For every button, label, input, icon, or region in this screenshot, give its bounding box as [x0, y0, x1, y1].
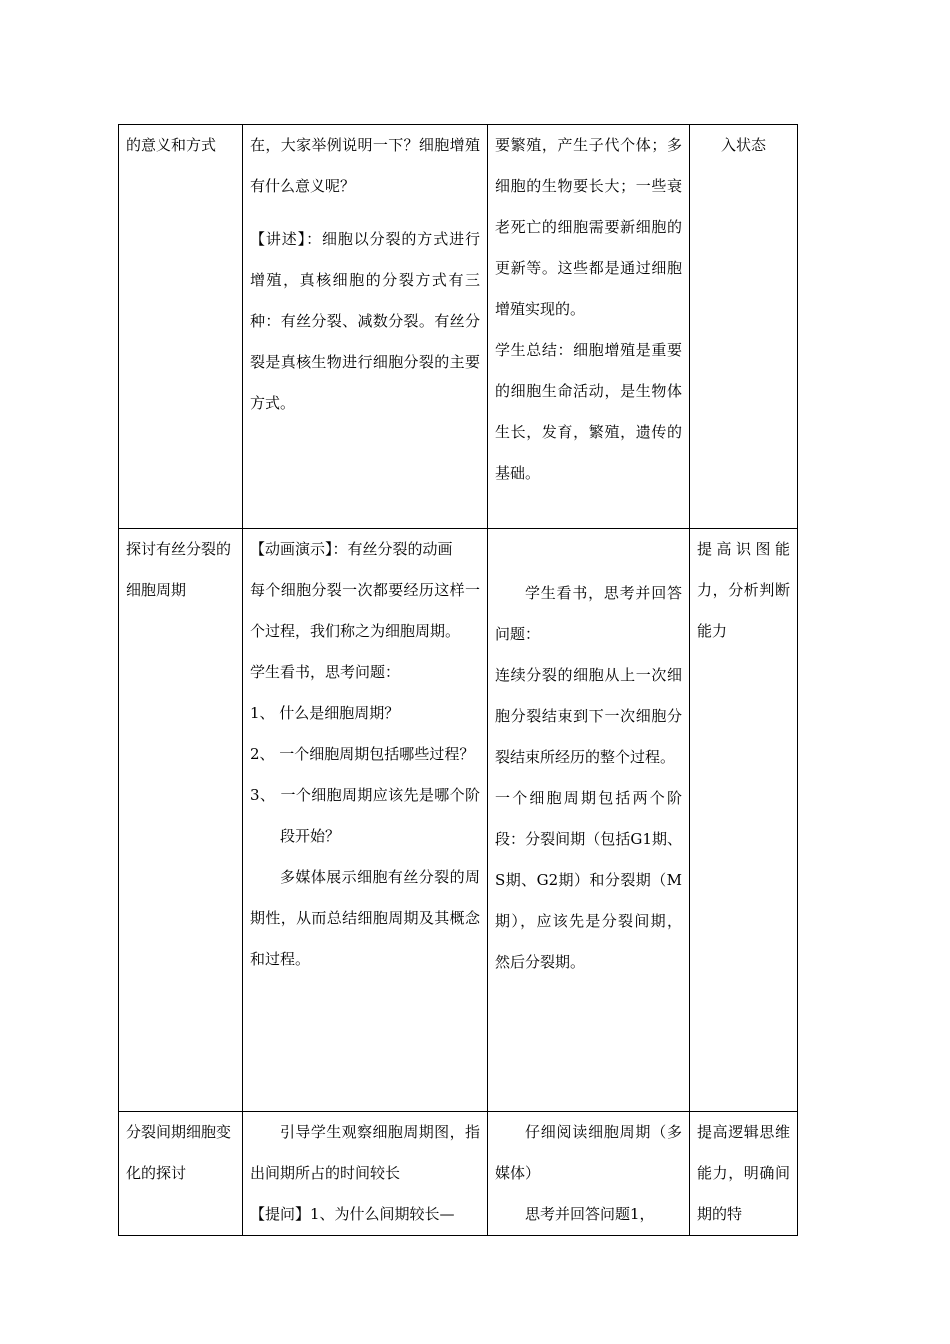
intent-text: 提高识图能力，分析判断能力 — [697, 540, 790, 640]
student-text: 仔细阅读细胞周期（多媒体） — [495, 1123, 682, 1182]
topic-text: 探讨有丝分裂的细胞周期 — [126, 540, 232, 599]
teacher-text: 【动画演示】：有丝分裂的动画 — [250, 540, 453, 558]
table-row — [119, 1112, 798, 1236]
teacher-text: 【提问】1、为什么间期较长— — [250, 1205, 455, 1223]
topic-text: 的意义和方式 — [126, 136, 217, 154]
teacher-activity-cell — [243, 529, 488, 1112]
teacher-text: 引导学生观察细胞周期图，指出间期所占的时间较长 — [250, 1123, 480, 1182]
teacher-text: 学生看书，思考问题： — [250, 663, 401, 681]
topic-text: 分裂间期细胞变化的探讨 — [126, 1123, 232, 1182]
teacher-text: 多媒体展示细胞有丝分裂的周期性，从而总结细胞周期及其概念和过程。 — [250, 868, 480, 968]
student-activity-cell — [488, 125, 690, 529]
teacher-text: 【讲述】：细胞以分裂的方式进行增殖，真核细胞的分裂方式有三种：有丝分裂、减数分裂。有丝分裂是真核生物进行细胞分裂的主要方式。 — [250, 230, 480, 412]
intent-text: 入状态 — [720, 136, 766, 154]
student-text: 连续分裂的细胞从上一次细胞分裂结束到下一次细胞分裂结束所经历的整个过程。 — [495, 666, 682, 766]
teacher-text: 在，大家举例说明一下？细胞增殖有什么意义呢？ — [250, 136, 480, 195]
design-intent-cell — [690, 529, 798, 1112]
teacher-text: 每个细胞分裂一次都要经历这样一个过程，我们称之为细胞周期。 — [250, 581, 480, 640]
design-intent-cell — [690, 125, 798, 529]
student-activity-cell — [488, 1112, 690, 1236]
design-intent-cell — [690, 1112, 798, 1236]
question-item: 2、 一个细胞周期包括哪些过程？ — [250, 745, 475, 763]
table-row — [119, 529, 798, 1112]
teacher-activity-cell — [243, 125, 488, 529]
intent-text: 提高逻辑思维能力，明确间期的特 — [697, 1123, 790, 1223]
topic-cell — [119, 125, 243, 529]
table-row — [119, 125, 798, 529]
student-text: 学生总结：细胞增殖是重要的细胞生命活动，是生物体生长，发育，繁殖，遗传的基础。 — [495, 341, 682, 482]
student-text: 思考并回答问题1， — [525, 1205, 655, 1223]
teacher-activity-cell — [243, 1112, 488, 1236]
lesson-plan-table — [118, 124, 798, 1236]
topic-cell — [119, 529, 243, 1112]
question-item: 1、 什么是细胞周期？ — [250, 704, 400, 722]
topic-cell — [119, 1112, 243, 1236]
student-text: 要繁殖，产生子代个体；多细胞的生物要长大；一些衰老死亡的细胞需要新细胞的更新等。这些都是通过细胞增殖实现的。 — [495, 136, 682, 318]
question-item: 3、 一个细胞周期应该先是哪个阶段开始？ — [250, 786, 480, 845]
student-text: 一个细胞周期包括两个阶段：分裂间期（包括G1期、S期、G2期）和分裂期（M期），应该先是分裂间期，然后分裂期。 — [495, 789, 682, 971]
student-activity-cell — [488, 529, 690, 1112]
student-text: 学生看书，思考并回答问题： — [495, 584, 682, 643]
